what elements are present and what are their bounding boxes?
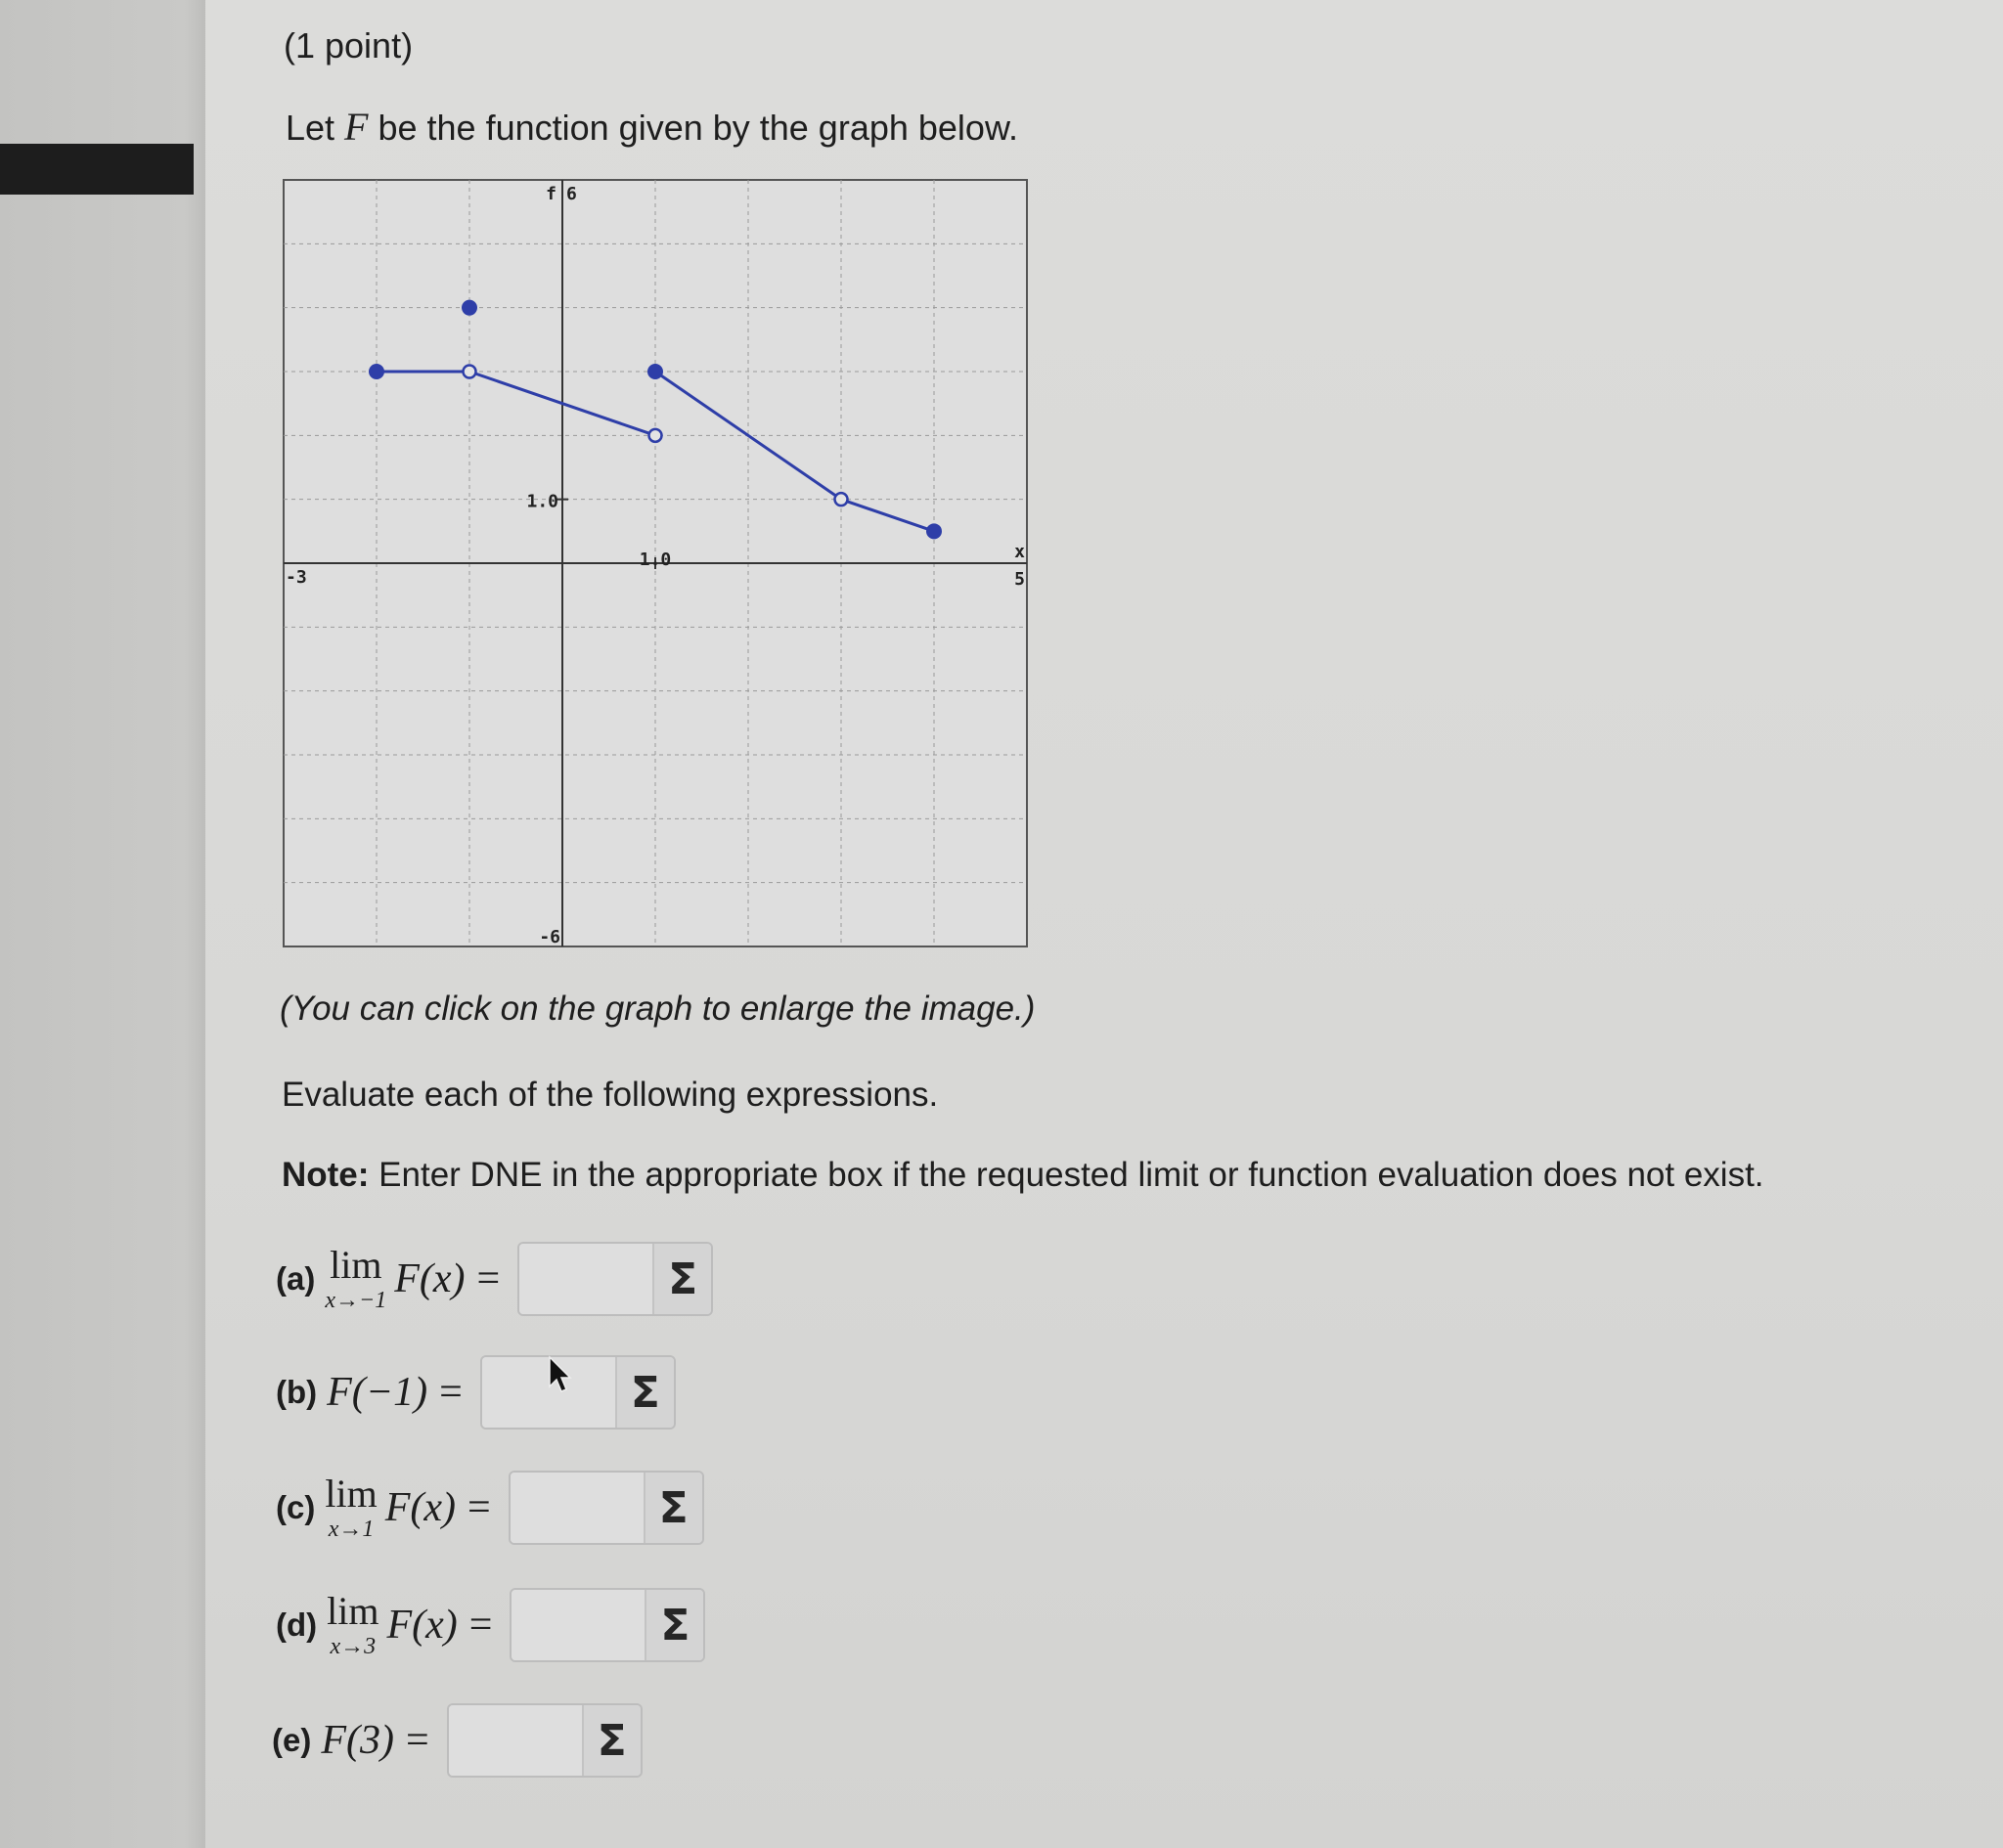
function-expr: F(3) [321,1718,394,1763]
y-unit-label: 1.0 [526,491,558,512]
lim-subscript: x→−1 [325,1288,387,1313]
open-point [649,429,662,442]
limit-operator [325,1243,387,1313]
closed-point [370,365,383,378]
equation-editor-button-d[interactable]: Σ [646,1590,703,1660]
limit-operator [325,1474,377,1541]
closed-point [927,524,941,538]
part-label: (d) [276,1606,318,1643]
equation-editor-button-e[interactable]: Σ [584,1705,641,1776]
intro-function-var: F [344,105,369,149]
lim-word: lim [325,1472,378,1516]
intro-suffix: be the function given by the graph below. [368,108,1018,148]
part-c [276,1469,704,1547]
equation-editor-button-a[interactable]: Σ [654,1244,711,1314]
function-expr: F(x) [384,1485,456,1530]
part-expression [325,1474,508,1541]
lim-subscript: x→1 [328,1517,375,1542]
part-a [276,1240,713,1318]
open-point [835,493,848,506]
equals-sign: = [405,1718,429,1763]
x-unit-label: 1.0 [639,550,672,570]
closed-point [463,301,476,315]
problem-intro [286,104,1018,150]
answer-box-a [517,1242,713,1316]
equals-sign: = [468,1603,493,1648]
graph-svg[interactable] [280,172,1037,954]
y-min-label: -6 [539,927,560,947]
equals-sign: = [439,1370,463,1415]
equation-editor-button-c[interactable]: Σ [645,1473,702,1543]
part-b [276,1353,676,1431]
function-graph[interactable] [280,172,1037,954]
x-max-label: 5 [1014,569,1025,590]
click-to-enlarge-note: (You can click on the graph to enlarge the image.) [280,990,1036,1028]
answer-input-e[interactable] [449,1705,584,1776]
equals-sign: = [467,1485,491,1530]
part-d [276,1586,705,1664]
y-max-label: 6 [566,184,577,204]
answer-input-c[interactable] [511,1473,645,1543]
dne-note [282,1156,1764,1195]
part-label: (c) [276,1489,316,1525]
answer-input-a[interactable] [519,1244,654,1314]
lim-word: lim [330,1243,382,1287]
limit-operator [327,1589,379,1659]
left-gutter [0,0,205,1848]
mouse-pointer-icon [548,1355,573,1394]
function-expr: F(−1) [327,1370,428,1415]
answer-input-d[interactable] [512,1590,646,1660]
lim-word: lim [327,1589,379,1633]
x-min-label: -3 [286,567,307,588]
part-label: (e) [272,1722,312,1758]
part-label: (a) [276,1260,316,1297]
x-axis-label: x [1014,542,1025,562]
answer-box-b [480,1355,676,1430]
sidebar-tab[interactable] [0,144,194,195]
answer-box-d [510,1588,705,1662]
part-label: (b) [276,1374,318,1410]
function-expr: F(x) [394,1256,466,1301]
closed-point [648,365,662,378]
part-expression [327,1589,510,1659]
y-axis-label: f [546,184,556,204]
answer-box-c [509,1471,704,1545]
evaluate-instruction: Evaluate each of the following expressions. [282,1076,939,1114]
equation-editor-button-b[interactable]: Σ [617,1357,674,1428]
lim-subscript: x→3 [330,1634,377,1659]
part-expression [327,1369,480,1416]
points-label: (1 point) [284,25,414,66]
function-expr: F(x) [386,1603,458,1648]
note-label: Note: [282,1156,370,1194]
note-text: Enter DNE in the appropriate box if the requested limit or function evaluation does not exist. [369,1156,1764,1194]
part-expression [325,1243,517,1313]
part-expression [321,1717,446,1764]
answer-box-e [447,1703,643,1778]
intro-prefix: Let [286,108,345,148]
part-e [272,1701,643,1780]
open-point [464,366,476,378]
equals-sign: = [476,1256,501,1301]
